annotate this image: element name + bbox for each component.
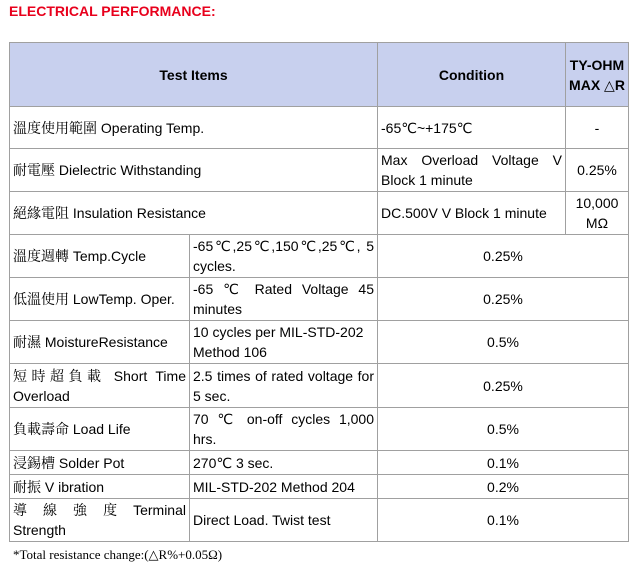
test-item-cell: 耐振 V ibration <box>10 475 190 499</box>
test-item-cell: 負載壽命 Load Life <box>10 408 190 451</box>
condition-cell: 10 cycles per MIL-STD-202 Method 106 <box>190 321 378 364</box>
delta-cell: 0.2% <box>378 475 629 499</box>
condition-cell: 2.5 times of rated voltage for 5 sec. <box>190 364 378 408</box>
test-item-cell: 導 線 強 度 Terminal Strength <box>10 499 190 542</box>
table-row <box>10 149 629 192</box>
test-item-cell: 耐濕 MoistureResistance <box>10 321 190 364</box>
table-row <box>10 278 629 321</box>
condition-cell: 270℃ 3 sec. <box>190 451 378 475</box>
delta-cell: 0.25% <box>378 278 629 321</box>
test-item-cell: 絕緣電阻 Insulation Resistance <box>10 192 378 235</box>
test-item-cell: 短時超負載 Short Time Overload <box>10 364 190 408</box>
condition-cell: 70 ℃ on-off cycles 1,000 hrs. <box>190 408 378 451</box>
section-title: ELECTRICAL PERFORMANCE: <box>9 3 216 19</box>
delta-cell: 0.5% <box>378 321 629 364</box>
table-row <box>10 408 629 451</box>
delta-cell: 0.5% <box>378 408 629 451</box>
electrical-performance-table <box>9 42 629 542</box>
table-row <box>10 364 629 408</box>
delta-cell: 0.25% <box>378 235 629 278</box>
test-item-cell: 浸錫槽 Solder Pot <box>10 451 190 475</box>
table-row <box>10 499 629 542</box>
condition-cell: DC.500V V Block 1 minute <box>378 192 566 235</box>
delta-cell: 0.25% <box>378 364 629 408</box>
table-row <box>10 321 629 364</box>
test-item-cell: 溫度使用範圍 Operating Temp. <box>10 107 378 149</box>
condition-cell: MIL-STD-202 Method 204 <box>190 475 378 499</box>
test-item-cell: 耐電壓 Dielectric Withstanding <box>10 149 378 192</box>
delta-cell: 10,000 MΩ <box>566 192 629 235</box>
table-header-row <box>10 43 629 107</box>
table-row <box>10 235 629 278</box>
table-row <box>10 475 629 499</box>
condition-cell: -65 ℃ Rated Voltage 45 minutes <box>190 278 378 321</box>
table-row <box>10 107 629 149</box>
header-condition: Condition <box>378 43 566 107</box>
table-row <box>10 192 629 235</box>
condition-cell: -65℃,25℃,150℃,25℃, 5 cycles. <box>190 235 378 278</box>
footnote: *Total resistance change:(△R%+0.05Ω) <box>13 547 223 562</box>
test-item-cell: 溫度週轉 Temp.Cycle <box>10 235 190 278</box>
condition-cell: -65℃~+175℃ <box>378 107 566 149</box>
delta-cell: - <box>566 107 629 149</box>
header-delta: TY-OHM MAX △R <box>566 43 629 107</box>
header-test-items: Test Items <box>10 43 378 107</box>
delta-cell: 0.1% <box>378 499 629 542</box>
delta-cell: 0.25% <box>566 149 629 192</box>
test-item-cell: 低溫使用 LowTemp. Oper. <box>10 278 190 321</box>
condition-cell: Max Overload Voltage V Block 1 minute <box>378 149 566 192</box>
table-row <box>10 451 629 475</box>
delta-cell: 0.1% <box>378 451 629 475</box>
condition-cell: Direct Load. Twist test <box>190 499 378 542</box>
